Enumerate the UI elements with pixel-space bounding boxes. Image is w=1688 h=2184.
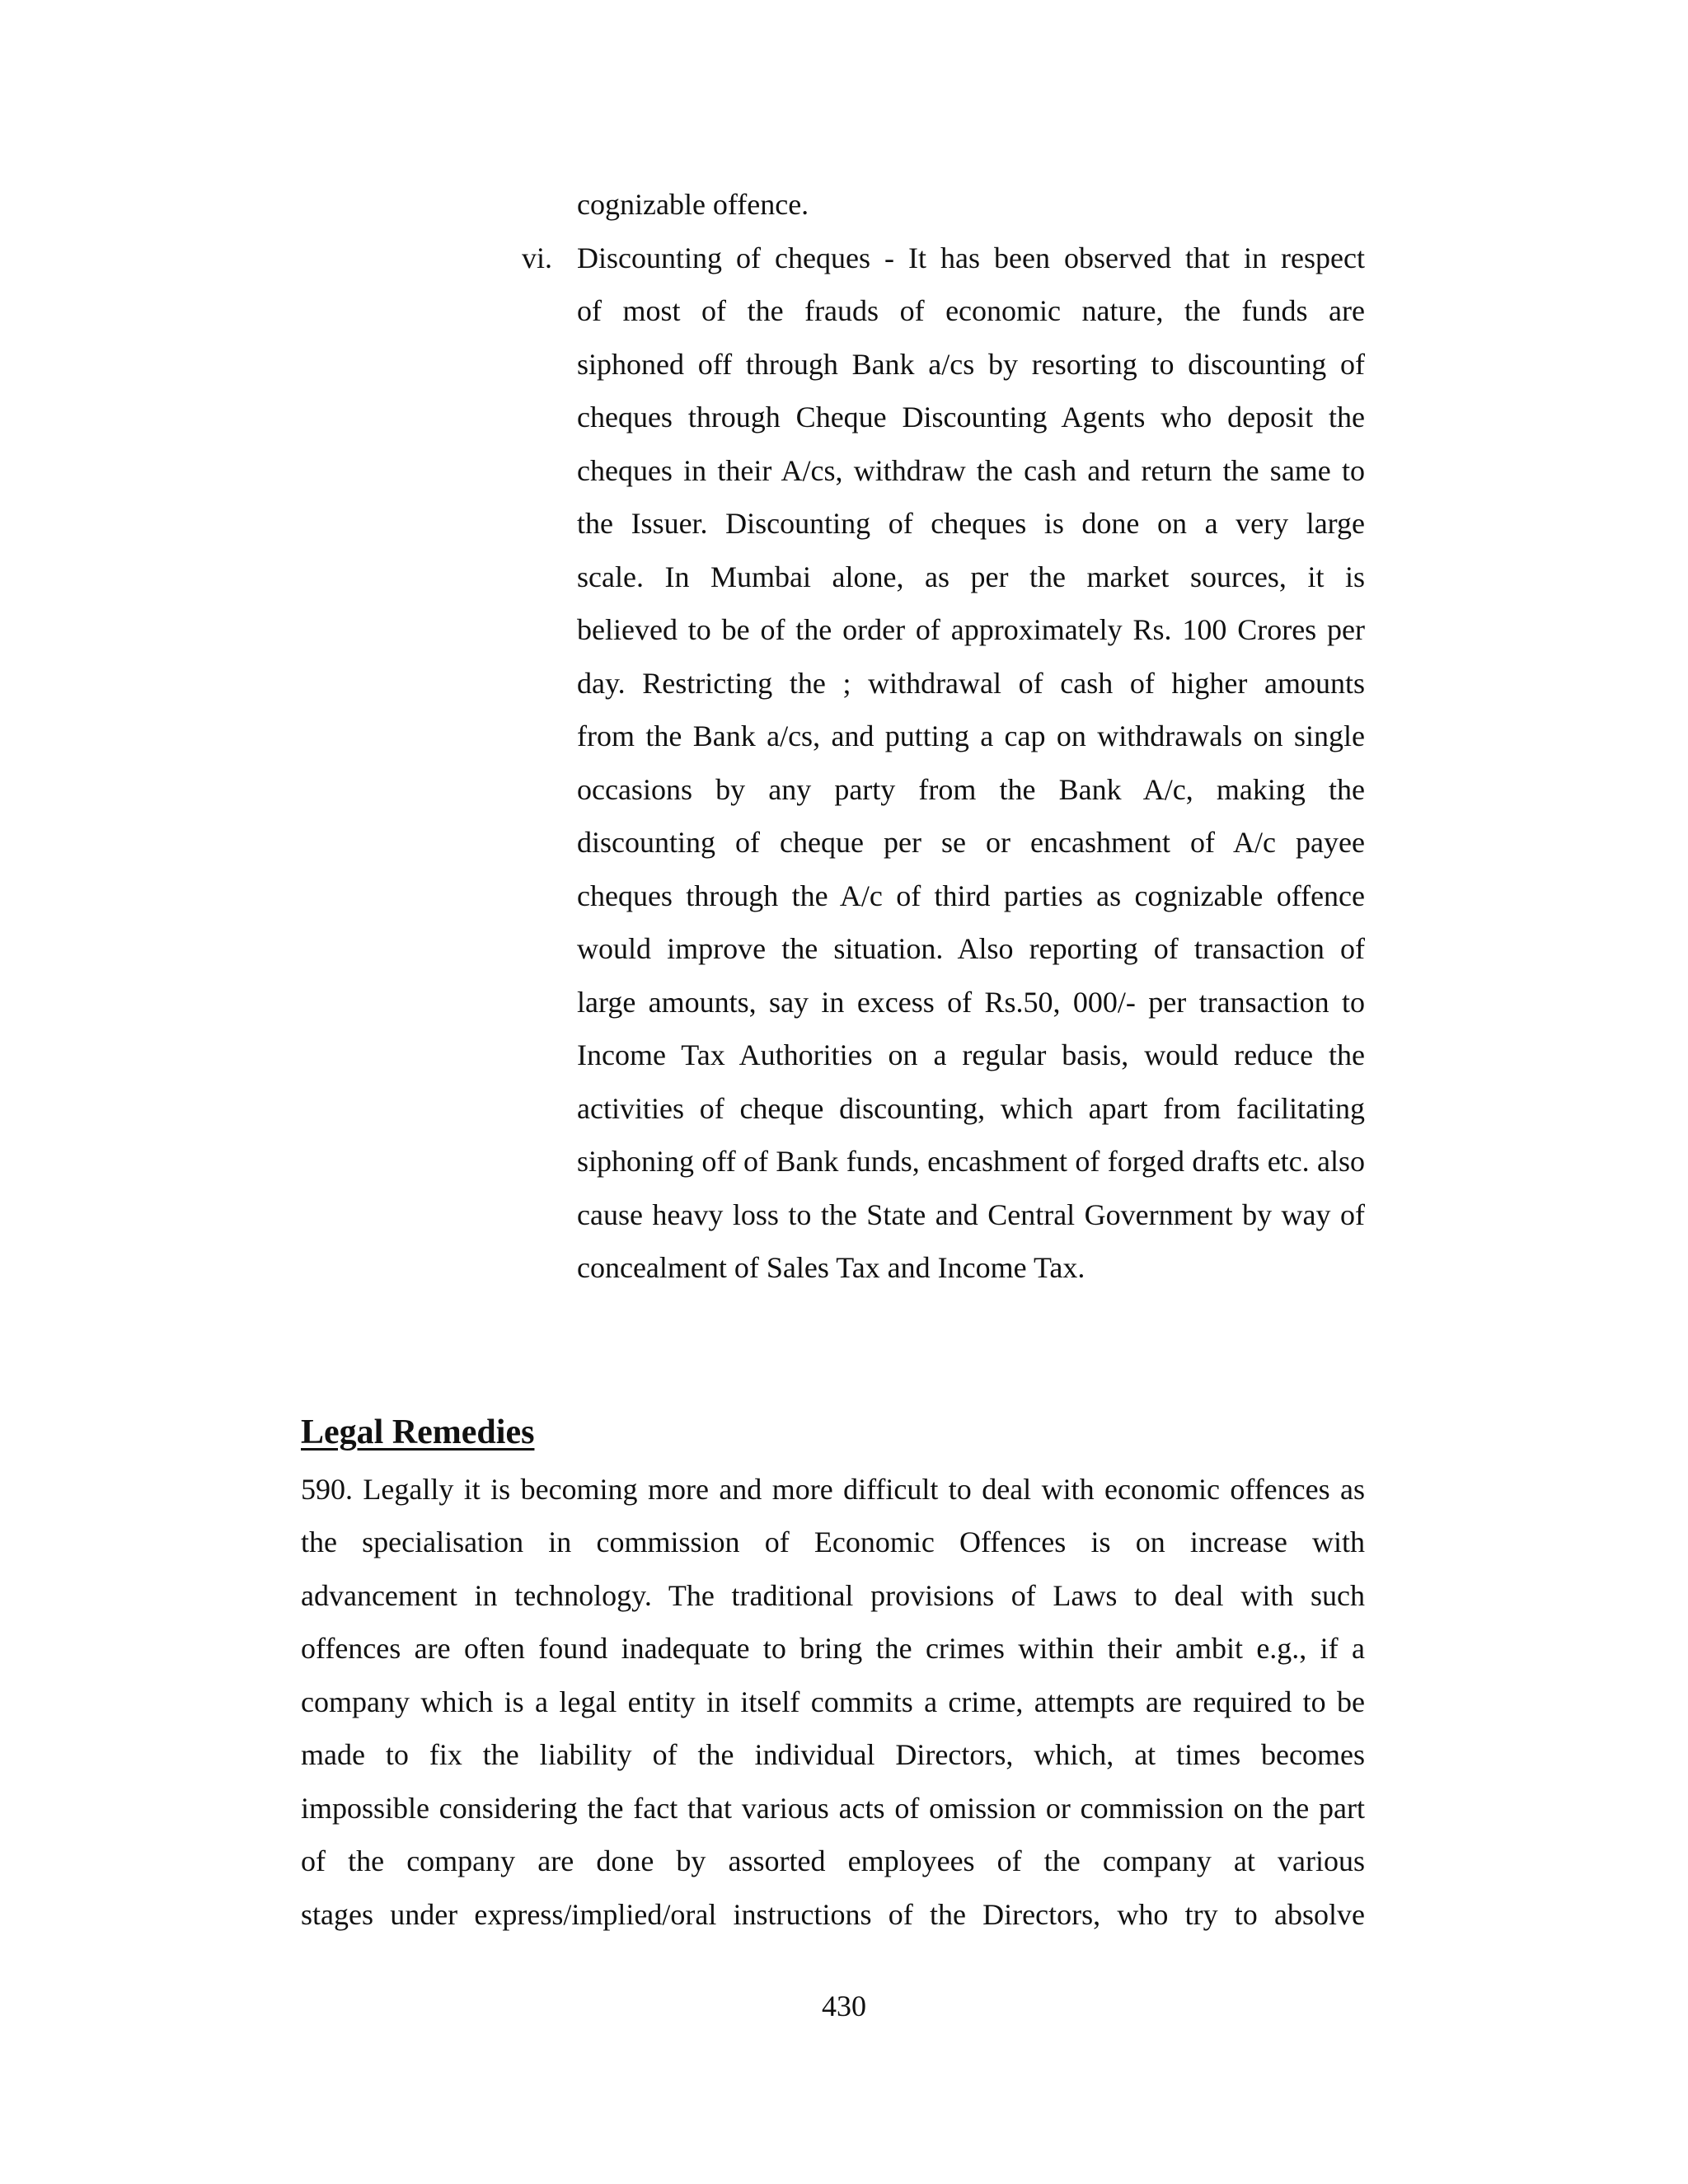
list-item-line: occasions by any party from the Bank A/c, making the bbox=[577, 773, 1365, 806]
list-item-line: believed to be of the order of approximately Rs. 100 Crores per bbox=[577, 613, 1365, 646]
paragraph-line: 590. Legally it is becoming more and more difficult to deal with economic offences as bbox=[301, 1473, 1365, 1506]
list-item-line: cause heavy loss to the State and Central Government by way of bbox=[577, 1198, 1365, 1231]
paragraph-line: offences are often found inadequate to bring the crimes within their ambit e.g., if a bbox=[301, 1632, 1365, 1665]
paragraph-line: of the company are done by assorted employees of the company at various bbox=[301, 1844, 1365, 1877]
continued-text-line: cognizable offence. bbox=[577, 188, 809, 221]
list-marker: vi. bbox=[522, 241, 553, 274]
paragraph-line: company which is a legal entity in itself commits a crime, attempts are required to be bbox=[301, 1685, 1365, 1718]
list-item-line: concealment of Sales Tax and Income Tax. bbox=[577, 1251, 1085, 1284]
list-item-line: Income Tax Authorities on a regular basis, would reduce the bbox=[577, 1038, 1365, 1071]
list-item-line: the Issuer. Discounting of cheques is done on a very large bbox=[577, 507, 1365, 540]
list-item-line: from the Bank a/cs, and putting a cap on withdrawals on single bbox=[577, 719, 1365, 752]
list-item-line: cheques in their A/cs, withdraw the cash and return the same to bbox=[577, 454, 1365, 487]
list-item-line: of most of the frauds of economic nature, the funds are bbox=[577, 294, 1365, 327]
list-item-line: would improve the situation. Also reporting of transaction of bbox=[577, 932, 1365, 965]
paragraph-line: stages under express/implied/oral instructions of the Directors, who try to absolve bbox=[301, 1898, 1365, 1931]
page-number: 430 bbox=[822, 1990, 866, 2022]
list-item-line: cheques through the A/c of third parties as cognizable offence bbox=[577, 879, 1365, 912]
list-item-line: large amounts, say in excess of Rs.50, 000/- per transaction to bbox=[577, 986, 1365, 1019]
list-item-line: Discounting of cheques - It has been observed that in respect bbox=[577, 241, 1365, 274]
section-heading: Legal Remedies bbox=[301, 1413, 535, 1451]
paragraph-line: impossible considering the fact that various acts of omission or commission on the part bbox=[301, 1792, 1365, 1825]
list-item-line: scale. In Mumbai alone, as per the market sources, it is bbox=[577, 560, 1365, 593]
list-item-line: siphoned off through Bank a/cs by resorting to discounting of bbox=[577, 348, 1365, 381]
paragraph-line: advancement in technology. The traditional provisions of Laws to deal with such bbox=[301, 1579, 1365, 1612]
paragraph-line: the specialisation in commission of Economic Offences is on increase with bbox=[301, 1526, 1365, 1558]
list-item-line: discounting of cheque per se or encashment of A/c payee bbox=[577, 826, 1365, 859]
list-item-line: activities of cheque discounting, which apart from facilitating bbox=[577, 1092, 1365, 1125]
list-item-line: day. Restricting the ; withdrawal of cash of higher amounts bbox=[577, 667, 1365, 700]
list-item-line: siphoning off of Bank funds, encashment of forged drafts etc. also bbox=[577, 1145, 1365, 1178]
list-item-line: cheques through Cheque Discounting Agents who deposit the bbox=[577, 401, 1365, 434]
paragraph-line: made to fix the liability of the individual Directors, which, at times becomes bbox=[301, 1738, 1365, 1771]
